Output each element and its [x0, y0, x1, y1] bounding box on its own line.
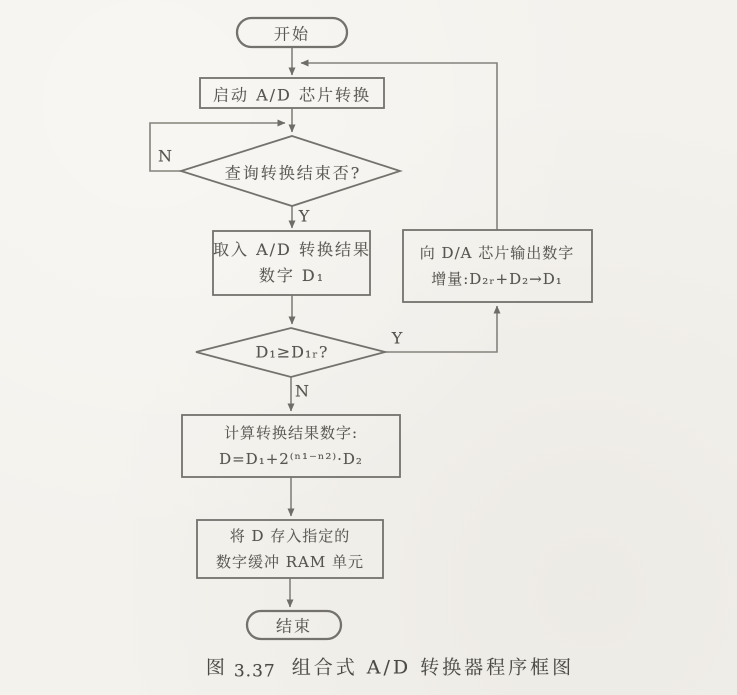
da-output-label [420, 240, 574, 292]
figure-caption-prefix: 图 [205, 656, 228, 679]
end-terminator-label: 结束 [275, 616, 313, 636]
compare-decision-label: D₁≥D₁ᵣ? [255, 342, 329, 362]
read-result-label [213, 237, 371, 289]
compute-result-line2: D=D₁+2⁽ⁿ¹⁻ⁿ²⁾·D₂ [219, 450, 363, 468]
compare-yes-branch-label: Y [391, 328, 403, 348]
figure-caption-number: 3.37 [233, 661, 276, 682]
compute-result-label [219, 420, 363, 472]
figure-caption [206, 653, 574, 680]
da-output-line2: 增量:D₂ᵣ+D₂→D₁ [431, 270, 563, 288]
read-result-line2: 数字 D₁ [258, 266, 326, 285]
poll-yes-branch-label: Y [298, 206, 310, 226]
da-output-line1: 向 D/A 芯片输出数字 [419, 244, 575, 262]
poll-no-branch-label: N [158, 146, 172, 166]
start-terminator-label: 开始 [273, 24, 311, 44]
read-result-line1: 取入 A/D 转换结果 [213, 240, 371, 259]
poll-decision-label: 查询转换结束否? [224, 163, 362, 183]
start-conversion-label: 启动 A/D 芯片转换 [213, 85, 371, 105]
compare-no-branch-label: N [295, 381, 309, 401]
store-result-line2: 数字缓冲 RAM 单元 [215, 553, 365, 571]
compute-result-line1: 计算转换结果数字: [223, 424, 359, 442]
store-result-label [216, 523, 364, 575]
figure-caption-title: 组合式 A/D 转换器程序框图 [291, 656, 575, 679]
store-result-line1: 将 D 存入指定的 [229, 527, 351, 545]
